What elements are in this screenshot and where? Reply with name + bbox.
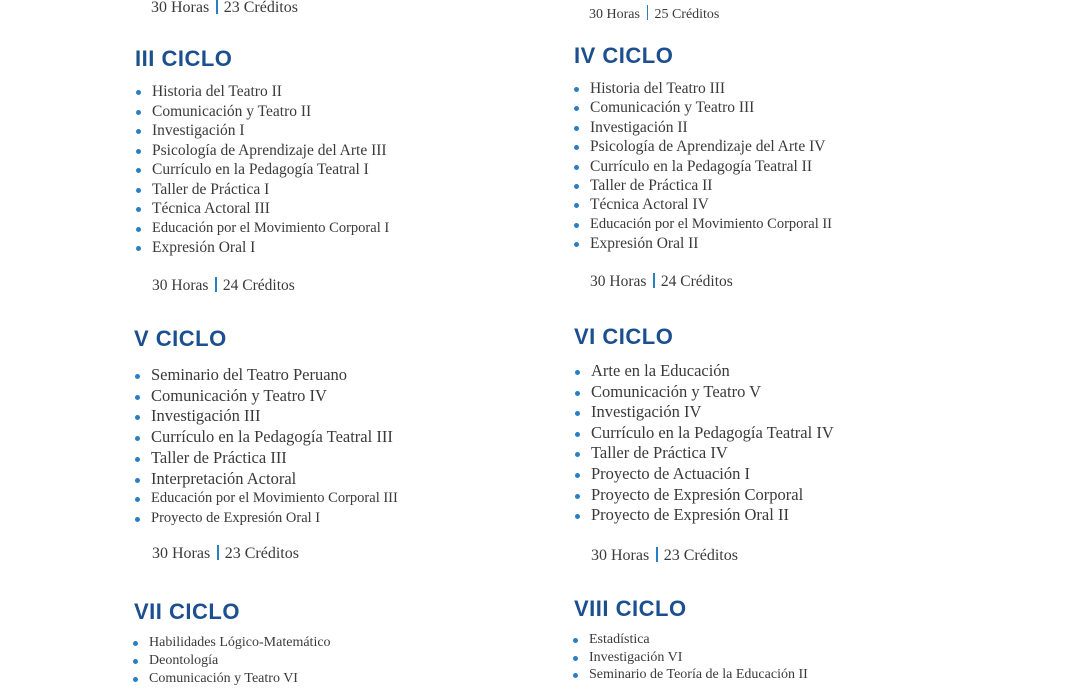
list-item: Taller de Práctica I bbox=[152, 180, 389, 200]
summary-top-left bbox=[151, 0, 298, 17]
bullet-icon bbox=[133, 641, 138, 646]
list-item: Expresión Oral I bbox=[152, 238, 389, 258]
list-item: Investigación VI bbox=[589, 649, 808, 667]
list-item: Proyecto de Expresión Oral I bbox=[151, 509, 398, 529]
bullet-icon bbox=[575, 411, 580, 416]
list-item: Habilidades Lógico-Matemático bbox=[149, 634, 331, 652]
list-item: Proyecto de Actuación I bbox=[591, 464, 834, 485]
bullet-icon bbox=[574, 87, 579, 92]
credits-text: 23 Créditos bbox=[663, 547, 738, 564]
bullet-icon bbox=[575, 391, 580, 396]
bullet-icon bbox=[133, 677, 138, 682]
list-item: Taller de Práctica IV bbox=[591, 443, 834, 464]
bullet-icon bbox=[135, 436, 140, 441]
hours-text: 30 Horas bbox=[589, 7, 640, 22]
credits-text: 23 Créditos bbox=[223, 0, 298, 16]
bullet-icon bbox=[135, 374, 140, 379]
list-item: Historia del Teatro III bbox=[590, 79, 832, 98]
bullet-icon bbox=[573, 656, 578, 661]
bullet-icon bbox=[574, 145, 579, 150]
hours-text: 30 Horas bbox=[591, 547, 650, 564]
bullet-icon bbox=[574, 126, 579, 131]
list-item: Técnica Actoral III bbox=[152, 199, 389, 219]
bullet-icon bbox=[136, 110, 141, 115]
list-item: Educación por el Movimiento Corporal II bbox=[590, 215, 832, 234]
bullet-icon bbox=[136, 188, 141, 193]
list-item: Currículo en la Pedagogía Teatral III bbox=[151, 427, 398, 448]
bullet-icon bbox=[575, 370, 580, 375]
list-item: Investigación IV bbox=[591, 402, 834, 423]
separator bbox=[216, 0, 218, 14]
bullet-icon bbox=[135, 517, 140, 522]
list-item: Historia del Teatro II bbox=[152, 82, 389, 102]
hours-text: 30 Horas bbox=[152, 277, 209, 294]
list-item: Psicología de Aprendizaje del Arte III bbox=[152, 141, 389, 161]
bullet-icon bbox=[136, 227, 141, 232]
bullet-icon bbox=[575, 494, 580, 499]
bullet-icon bbox=[135, 497, 140, 502]
bullet-icon bbox=[573, 638, 578, 643]
cycle-heading-v: V CICLO bbox=[134, 326, 227, 351]
list-item: Investigación III bbox=[151, 406, 398, 427]
list-item: Proyecto de Expresión Corporal bbox=[591, 485, 834, 506]
credits-text: 23 Créditos bbox=[224, 545, 299, 562]
separator bbox=[217, 545, 219, 560]
separator bbox=[656, 547, 658, 562]
credits-text: 25 Créditos bbox=[654, 7, 720, 22]
bullet-icon bbox=[136, 207, 141, 212]
separator bbox=[215, 277, 217, 292]
bullet-icon bbox=[136, 129, 141, 134]
hours-text: 30 Horas bbox=[590, 273, 647, 290]
bullet-icon bbox=[133, 659, 138, 664]
bullet-icon bbox=[575, 514, 580, 519]
bullet-icon bbox=[136, 168, 141, 173]
course-list-vi bbox=[591, 361, 834, 526]
list-item: Investigación I bbox=[152, 121, 389, 141]
course-list-v bbox=[151, 365, 398, 528]
course-list-iii bbox=[152, 82, 389, 258]
bullet-icon bbox=[574, 106, 579, 111]
list-item: Investigación II bbox=[590, 118, 832, 137]
list-item: Educación por el Movimiento Corporal III bbox=[151, 489, 398, 509]
bullet-icon bbox=[574, 165, 579, 170]
list-item: Deontología bbox=[149, 652, 331, 670]
bullet-icon bbox=[574, 223, 579, 228]
list-item: Currículo en la Pedagogía Teatral I bbox=[152, 160, 389, 180]
course-list-viii bbox=[589, 631, 808, 684]
list-item: Currículo en la Pedagogía Teatral II bbox=[590, 157, 832, 176]
list-item: Comunicación y Teatro III bbox=[590, 98, 832, 117]
course-list-iv bbox=[590, 79, 832, 254]
credits-text: 24 Créditos bbox=[660, 273, 733, 290]
list-item: Comunicación y Teatro II bbox=[152, 102, 389, 122]
summary-top-right bbox=[589, 5, 719, 23]
list-item: Arte en la Educación bbox=[591, 361, 834, 382]
list-item: Comunicación y Teatro IV bbox=[151, 386, 398, 407]
bullet-icon bbox=[574, 184, 579, 189]
list-item: Comunicación y Teatro V bbox=[591, 382, 834, 403]
bullet-icon bbox=[135, 478, 140, 483]
bullet-icon bbox=[575, 432, 580, 437]
list-item: Taller de Práctica III bbox=[151, 448, 398, 469]
hours-text: 30 Horas bbox=[152, 545, 211, 562]
course-list-vii bbox=[149, 634, 331, 688]
bullet-icon bbox=[136, 90, 141, 95]
list-item: Seminario del Teatro Peruano bbox=[151, 365, 398, 386]
cycle-heading-viii: VIII CICLO bbox=[574, 596, 687, 621]
bullet-icon bbox=[574, 242, 579, 247]
hours-text: 30 Horas bbox=[151, 0, 210, 16]
list-item: Expresión Oral II bbox=[590, 234, 832, 253]
separator bbox=[647, 5, 649, 20]
summary-iv bbox=[590, 273, 733, 291]
bullet-icon bbox=[575, 473, 580, 478]
list-item: Estadística bbox=[589, 631, 808, 649]
list-item: Proyecto de Expresión Oral II bbox=[591, 505, 834, 526]
list-item: Currículo en la Pedagogía Teatral IV bbox=[591, 423, 834, 444]
list-item: Educación por el Movimiento Corporal I bbox=[152, 219, 389, 239]
summary-v bbox=[152, 545, 299, 563]
list-item: Psicología de Aprendizaje del Arte IV bbox=[590, 137, 832, 156]
summary-vi bbox=[591, 547, 738, 565]
bullet-icon bbox=[136, 246, 141, 251]
cycle-heading-iv: IV CICLO bbox=[574, 43, 674, 68]
separator bbox=[653, 273, 655, 288]
bullet-icon bbox=[574, 203, 579, 208]
cycle-heading-iii: III CICLO bbox=[135, 46, 233, 71]
credits-text: 24 Créditos bbox=[222, 277, 295, 294]
list-item: Interpretación Actoral bbox=[151, 469, 398, 490]
list-item: Taller de Práctica II bbox=[590, 176, 832, 195]
bullet-icon bbox=[136, 149, 141, 154]
bullet-icon bbox=[575, 452, 580, 457]
bullet-icon bbox=[135, 395, 140, 400]
list-item: Comunicación y Teatro VI bbox=[149, 670, 331, 688]
bullet-icon bbox=[573, 673, 578, 678]
list-item: Seminario de Teoría de la Educación II bbox=[589, 666, 808, 684]
bullet-icon bbox=[135, 415, 140, 420]
bullet-icon bbox=[135, 457, 140, 462]
list-item: Técnica Actoral IV bbox=[590, 195, 832, 214]
cycle-heading-vii: VII CICLO bbox=[134, 599, 240, 624]
summary-iii bbox=[152, 277, 295, 295]
cycle-heading-vi: VI CICLO bbox=[574, 324, 674, 349]
